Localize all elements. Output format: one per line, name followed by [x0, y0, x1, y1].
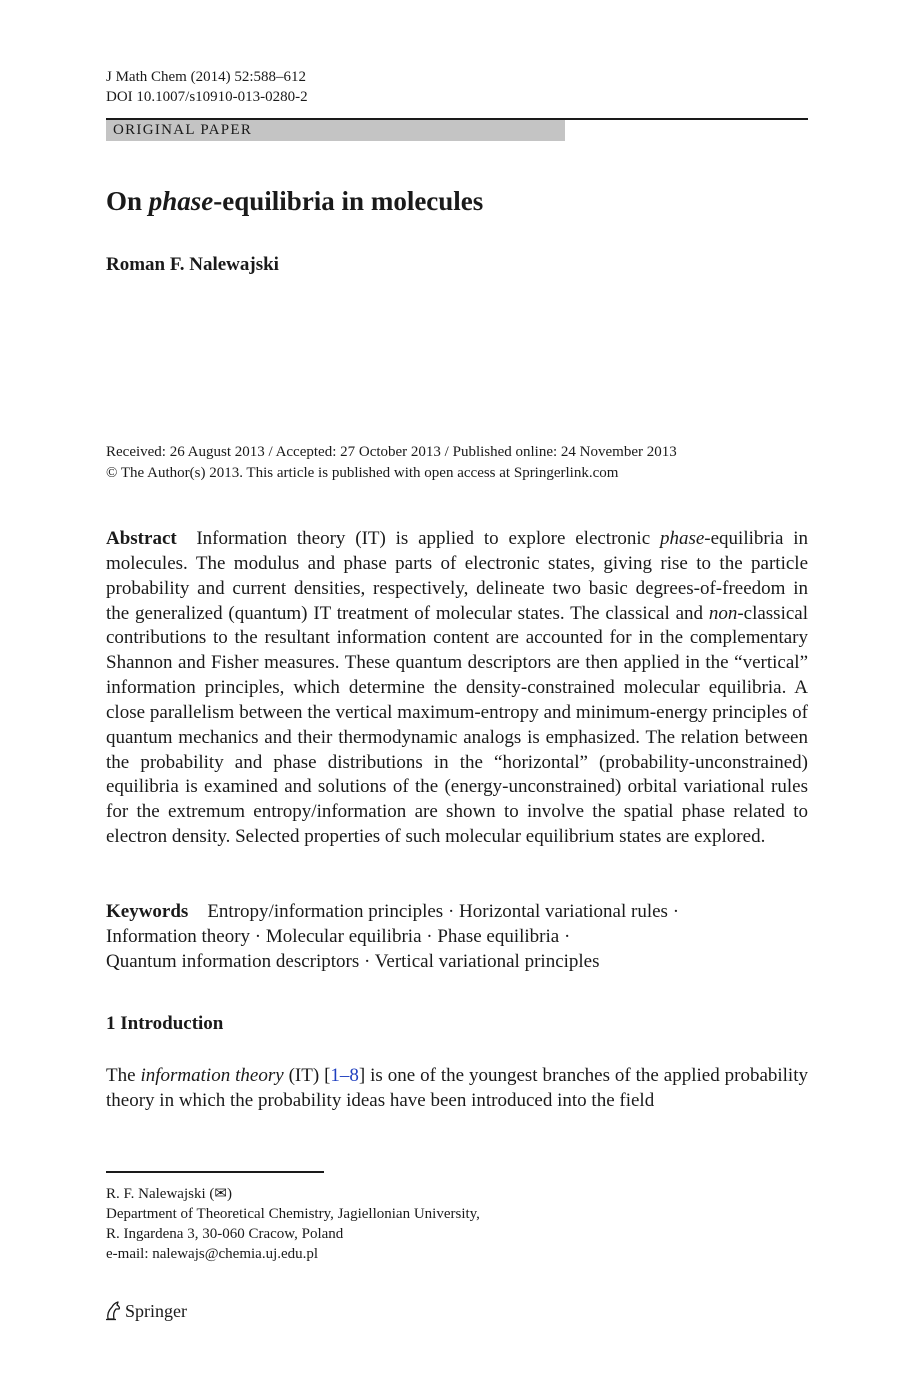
- abstract-text: -classical contributions to the resultant information content are accounted for in the complementary Shannon and Fisher measures. These quantum descriptors are then applied in the “vertical” information principles, which determine the density-constrained molecular equilibria. A close parallelism between the vertical maximum-entropy and minimum-energy principles of quantum mechanics and their thermodynamic analogs is emphasized. The relation between the probability and phase distributions in the “horizontal” (probability-unconstrained) equilibria is examined and solutions of the (energy-unconstrained) orbital variational rules for the extremum entropy/information are shown to involve the spatial phase related to electron density. Selected properties of such molecular equilibrium states are explored.: [106, 602, 808, 848]
- footnote-rule: [106, 1171, 324, 1173]
- author-footnote: [106, 1184, 480, 1264]
- keywords-label: Keywords: [106, 901, 189, 922]
- keywords-line: Entropy/information principles · Horizontal variational rules ·: [207, 901, 680, 922]
- journal-citation: J Math Chem (2014) 52:588–612: [106, 69, 306, 85]
- keywords-line: Information theory · Molecular equilibria · Phase equilibria ·: [106, 925, 571, 947]
- section-number: 1: [106, 1013, 116, 1034]
- footnote-paren: ): [226, 1186, 232, 1202]
- intro-paragraph: [106, 1064, 808, 1114]
- keywords-line: Quantum information descriptors · Vertical variational principles: [106, 950, 600, 972]
- intro-italic: information theory: [140, 1065, 284, 1086]
- publisher-name: Springer: [125, 1301, 187, 1321]
- abstract-italic-phase: phase: [659, 528, 705, 549]
- abstract-italic-non: non: [708, 602, 738, 624]
- doi: DOI 10.1007/s10910-013-0280-2: [106, 89, 308, 105]
- footnote-author: R. F. Nalewajski (: [106, 1186, 215, 1202]
- copyright-line: © The Author(s) 2013. This article is published with open access at Springerlink.com: [106, 465, 619, 481]
- abstract-text: -equilibria in molecules. The modulus and phase parts of electronic states, giving rise to the particle probability and current densities, respectively, delineate two basic degrees-of-freedom in the generalized (quantum) IT treatment of molecular states. The classical and: [106, 528, 809, 624]
- mail-icon: ✉: [214, 1186, 227, 1202]
- intro-text: (IT) [: [283, 1065, 331, 1086]
- footnote-email: e-mail: nalewajs@chemia.uj.edu.pl: [106, 1246, 319, 1262]
- intro-text: The: [106, 1065, 141, 1086]
- title-prefix: On: [106, 186, 149, 216]
- abstract-label: Abstract: [106, 528, 177, 549]
- title-italic: phase: [148, 186, 214, 216]
- abstract: [106, 527, 808, 850]
- title-suffix: -equilibria in molecules: [213, 186, 484, 216]
- history-dates: Received: 26 August 2013 / Accepted: 27 October 2013 / Published online: 24 November 2013: [106, 444, 677, 460]
- section-heading: [106, 1013, 223, 1035]
- intro-text: ] is one of the youngest branches of the applied probability theory in which the probability ideas have been introduced into the field: [106, 1065, 808, 1111]
- article-type-banner: ORIGINAL PAPER: [106, 120, 565, 141]
- section-title: Introduction: [120, 1013, 224, 1034]
- citation-link[interactable]: 1–8: [330, 1065, 359, 1086]
- journal-info: [106, 67, 308, 107]
- keywords: [106, 900, 808, 975]
- springer-horse-icon: [104, 1301, 122, 1321]
- publisher-logo: [104, 1299, 187, 1323]
- abstract-text: Information theory (IT) is applied to explore electronic: [196, 528, 660, 549]
- footnote-address: R. Ingardena 3, 30-060 Cracow, Poland: [106, 1226, 344, 1242]
- footnote-department: Department of Theoretical Chemistry, Jagiellonian University,: [106, 1206, 480, 1222]
- paper-title: [106, 186, 483, 217]
- article-history: [106, 442, 677, 484]
- author-name: Roman F. Nalewajski: [106, 254, 279, 275]
